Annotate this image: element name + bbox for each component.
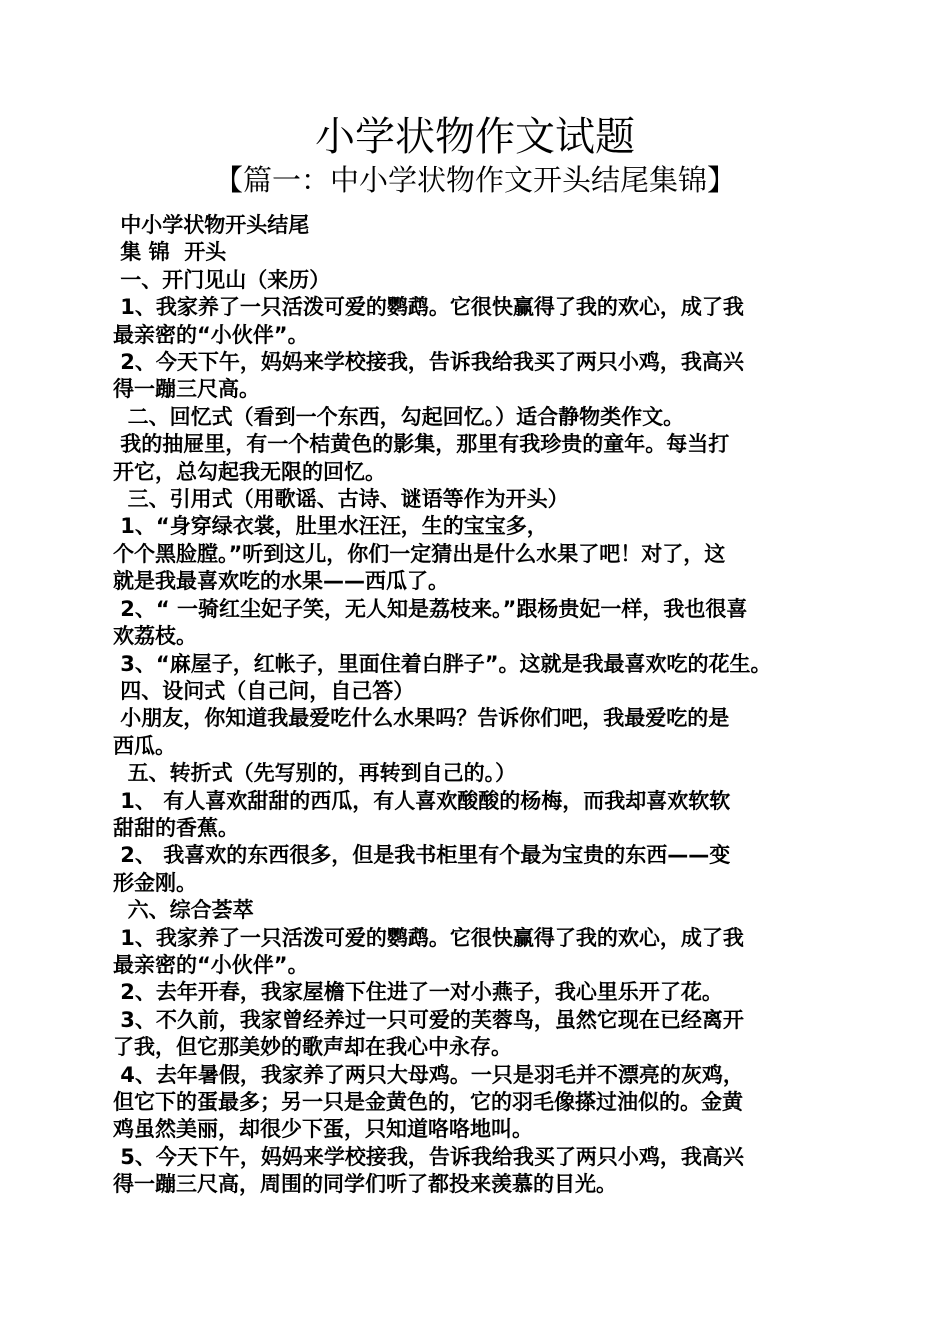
document-subtitle: 【篇一：中小学状物作文开头结尾集锦】 — [213, 163, 736, 197]
text-line: 得一蹦三尺高，周围的同学们听了都投来羡慕的目光。 — [113, 1172, 617, 1197]
text-line: 三、引用式（用歌谣、古诗、谜语等作为开头） — [113, 487, 569, 512]
text-line: 3、不久前，我家曾经养过一只可爱的芙蓉鸟，虽然它现在已经离开 — [113, 1007, 744, 1032]
text-line: 形金刚。 — [113, 870, 197, 895]
text-line: 我的抽屉里，有一个桔黄色的影集，那里有我珍贵的童年。每当打 — [113, 432, 730, 457]
text-line: 1、我家养了一只活泼可爱的鹦鹉。它很快赢得了我的欢心，成了我 — [113, 295, 744, 320]
text-line: 3、“麻屋子，红帐子，里面住着白胖子”。这就是我最喜欢吃的花生。 — [113, 651, 772, 676]
text-line: 二、回忆式（看到一个东西，勾起回忆。）适合静物类作文。 — [113, 404, 685, 429]
text-line: 就是我最喜欢吃的水果——西瓜了。 — [113, 569, 449, 594]
text-line: 2、“ 一骑红尘妃子笑，无人知是荔枝来。”跟杨贵妃一样，我也很喜 — [113, 596, 748, 621]
text-line: 欢荔枝。 — [113, 624, 197, 649]
text-line: 2、今天下午，妈妈来学校接我，告诉我给我买了两只小鸡，我高兴 — [113, 350, 744, 375]
text-line: 开它，总勾起我无限的回忆。 — [113, 459, 386, 484]
text-line: 甜甜的香蕉。 — [113, 815, 239, 840]
text-line: 5、今天下午，妈妈来学校接我，告诉我给我买了两只小鸡，我高兴 — [113, 1144, 744, 1169]
text-line: 1、我家养了一只活泼可爱的鹦鹉。它很快赢得了我的欢心，成了我 — [113, 925, 744, 950]
text-line: 最亲密的“小伙伴”。 — [113, 322, 309, 347]
text-line: 个个黑脸膛。”听到这儿，你们一定猜出是什么水果了吧！对了，这 — [113, 541, 726, 566]
text-line: 2、 我喜欢的东西很多，但是我书柜里有个最为宝贵的东西——变 — [113, 843, 731, 868]
document-title: 小学状物作文试题 — [315, 114, 635, 160]
text-line: 五、转折式（先写别的，再转到自己的。） — [113, 761, 517, 786]
text-line: 但它下的蛋最多；另一只是金黄色的，它的羽毛像搽过油似的。金黄 — [113, 1090, 743, 1114]
text-line: 鸡虽然美丽，却很少下蛋，只知道咯咯地叫。 — [113, 1117, 533, 1142]
text-line: 中小学状物开头结尾 — [113, 213, 310, 237]
text-line: 2、去年开春，我家屋檐下住进了一对小燕子，我心里乐开了花。 — [113, 980, 723, 1005]
text-line: 4、去年暑假，我家养了两只大母鸡。一只是羽毛并不漂亮的灰鸡， — [113, 1062, 744, 1087]
text-line: 小朋友，你知道我最爱吃什么水果吗？告诉你们吧，我最爱吃的是 — [113, 706, 730, 731]
text-line: 西瓜。 — [113, 733, 176, 758]
text-line: 1、 有人喜欢甜甜的西瓜，有人喜欢酸酸的杨梅，而我却喜欢软软 — [113, 788, 731, 813]
text-line: 四、设问式（自己问，自己答） — [113, 678, 415, 703]
text-line: 1、“身穿绿衣裳，肚里水汪汪，生的宝宝多， — [113, 514, 548, 539]
text-line: 六、综合荟萃 — [113, 898, 254, 923]
text-line: 集 锦 开头 — [113, 240, 227, 265]
document-body — [113, 212, 839, 1199]
text-line: 一、开门见山（来历） — [113, 267, 331, 292]
text-line: 得一蹦三尺高。 — [113, 377, 260, 402]
text-line: 最亲密的“小伙伴”。 — [113, 952, 309, 977]
text-line: 了我，但它那美妙的歌声却在我心中永存。 — [113, 1035, 512, 1060]
